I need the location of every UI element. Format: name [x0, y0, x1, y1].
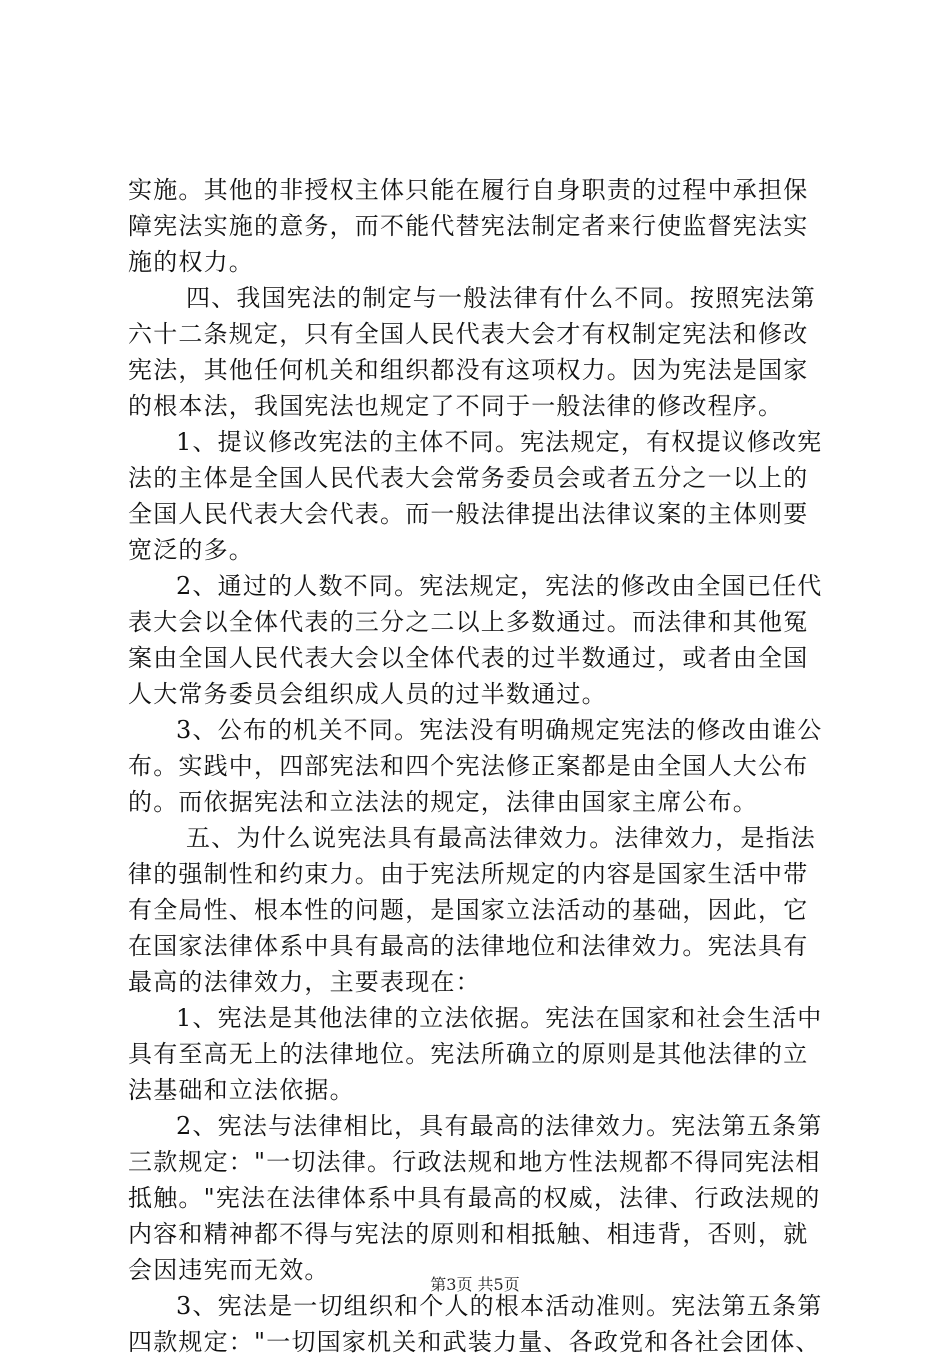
text-line: 施的权力。 — [128, 248, 254, 276]
text-line: 案由全国人民代表大会以全体代表的过半数通过，或者由全国 — [128, 644, 809, 672]
text-line: 宪法，其他任何机关和组织都没有这项权力。因为宪法是国家 — [128, 356, 809, 384]
page-number-footer: 第3页 共5页 — [430, 1275, 520, 1294]
text-line: 抵触。"宪法在法律体系中具有最高的权威，法律、行政法规的 — [128, 1184, 821, 1212]
text-line: 会因违宪而无效。 — [128, 1256, 330, 1284]
text-line: 人大常务委员会组织成人员的过半数通过。 — [128, 680, 607, 708]
text-line: 1、宪法是其他法律的立法依据。宪法在国家和社会生活中 — [176, 1004, 823, 1032]
text-line: 律的强制性和约束力。由于宪法所规定的内容是国家生活中带 — [128, 860, 809, 888]
text-line: 3、宪法是一切组织和个人的根本活动准则。宪法第五条第 — [176, 1292, 823, 1320]
text-line: 实施。其他的非授权主体只能在履行自身职责的过程中承担保 — [128, 176, 809, 204]
text-line: 障宪法实施的意务，而不能代替宪法制定者来行使监督宪法实 — [128, 212, 809, 240]
text-line: 四款规定："一切国家机关和武装力量、各政党和各社会团体、 — [128, 1328, 821, 1356]
text-line: 全国人民代表大会代表。而一般法律提出法律议案的主体则要 — [128, 500, 809, 528]
text-line: 有全局性、根本性的问题，是国家立法活动的基础，因此，它 — [128, 896, 809, 924]
text-line: 具有至高无上的法律地位。宪法所确立的原则是其他法律的立 — [128, 1040, 809, 1068]
text-line: 内容和精神都不得与宪法的原则和相抵触、相违背，否则，就 — [128, 1220, 809, 1248]
text-line: 2、通过的人数不同。宪法规定，宪法的修改由全国已任代 — [176, 572, 823, 600]
text-line: 三款规定："一切法律。行政法规和地方性法规都不得同宪法相 — [128, 1148, 821, 1176]
document-body — [128, 172, 828, 1360]
text-line: 法基础和立法依据。 — [128, 1076, 355, 1104]
text-line: 宽泛的多。 — [128, 536, 254, 564]
text-line: 3、公布的机关不同。宪法没有明确规定宪法的修改由谁公 — [176, 716, 823, 744]
text-line: 在国家法律体系中具有最高的法律地位和法律效力。宪法具有 — [128, 932, 809, 960]
text-line: 法的主体是全国人民代表大会常务委员会或者五分之一以上的 — [128, 464, 809, 492]
text-line: 四、我国宪法的制定与一般法律有什么不同。按照宪法第 — [186, 284, 816, 312]
text-line: 五、为什么说宪法具有最高法律效力。法律效力，是指法 — [186, 824, 816, 852]
text-line: 的根本法，我国宪法也规定了不同于一般法律的修改程序。 — [128, 392, 784, 420]
text-line: 六十二条规定，只有全国人民代表大会才有权制定宪法和修改 — [128, 320, 809, 348]
text-line: 表大会以全体代表的三分之二以上多数通过。而法律和其他冤 — [128, 608, 809, 636]
text-line: 2、宪法与法律相比，具有最高的法律效力。宪法第五条第 — [176, 1112, 823, 1140]
text-line: 布。实践中，四部宪法和四个宪法修正案都是由全国人大公布 — [128, 752, 809, 780]
text-line: 1、提议修改宪法的主体不同。宪法规定，有权提议修改宪 — [176, 428, 823, 456]
text-line: 的。而依据宪法和立法法的规定，法律由国家主席公布。 — [128, 788, 758, 816]
text-line: 最高的法律效力，主要表现在： — [128, 968, 481, 996]
